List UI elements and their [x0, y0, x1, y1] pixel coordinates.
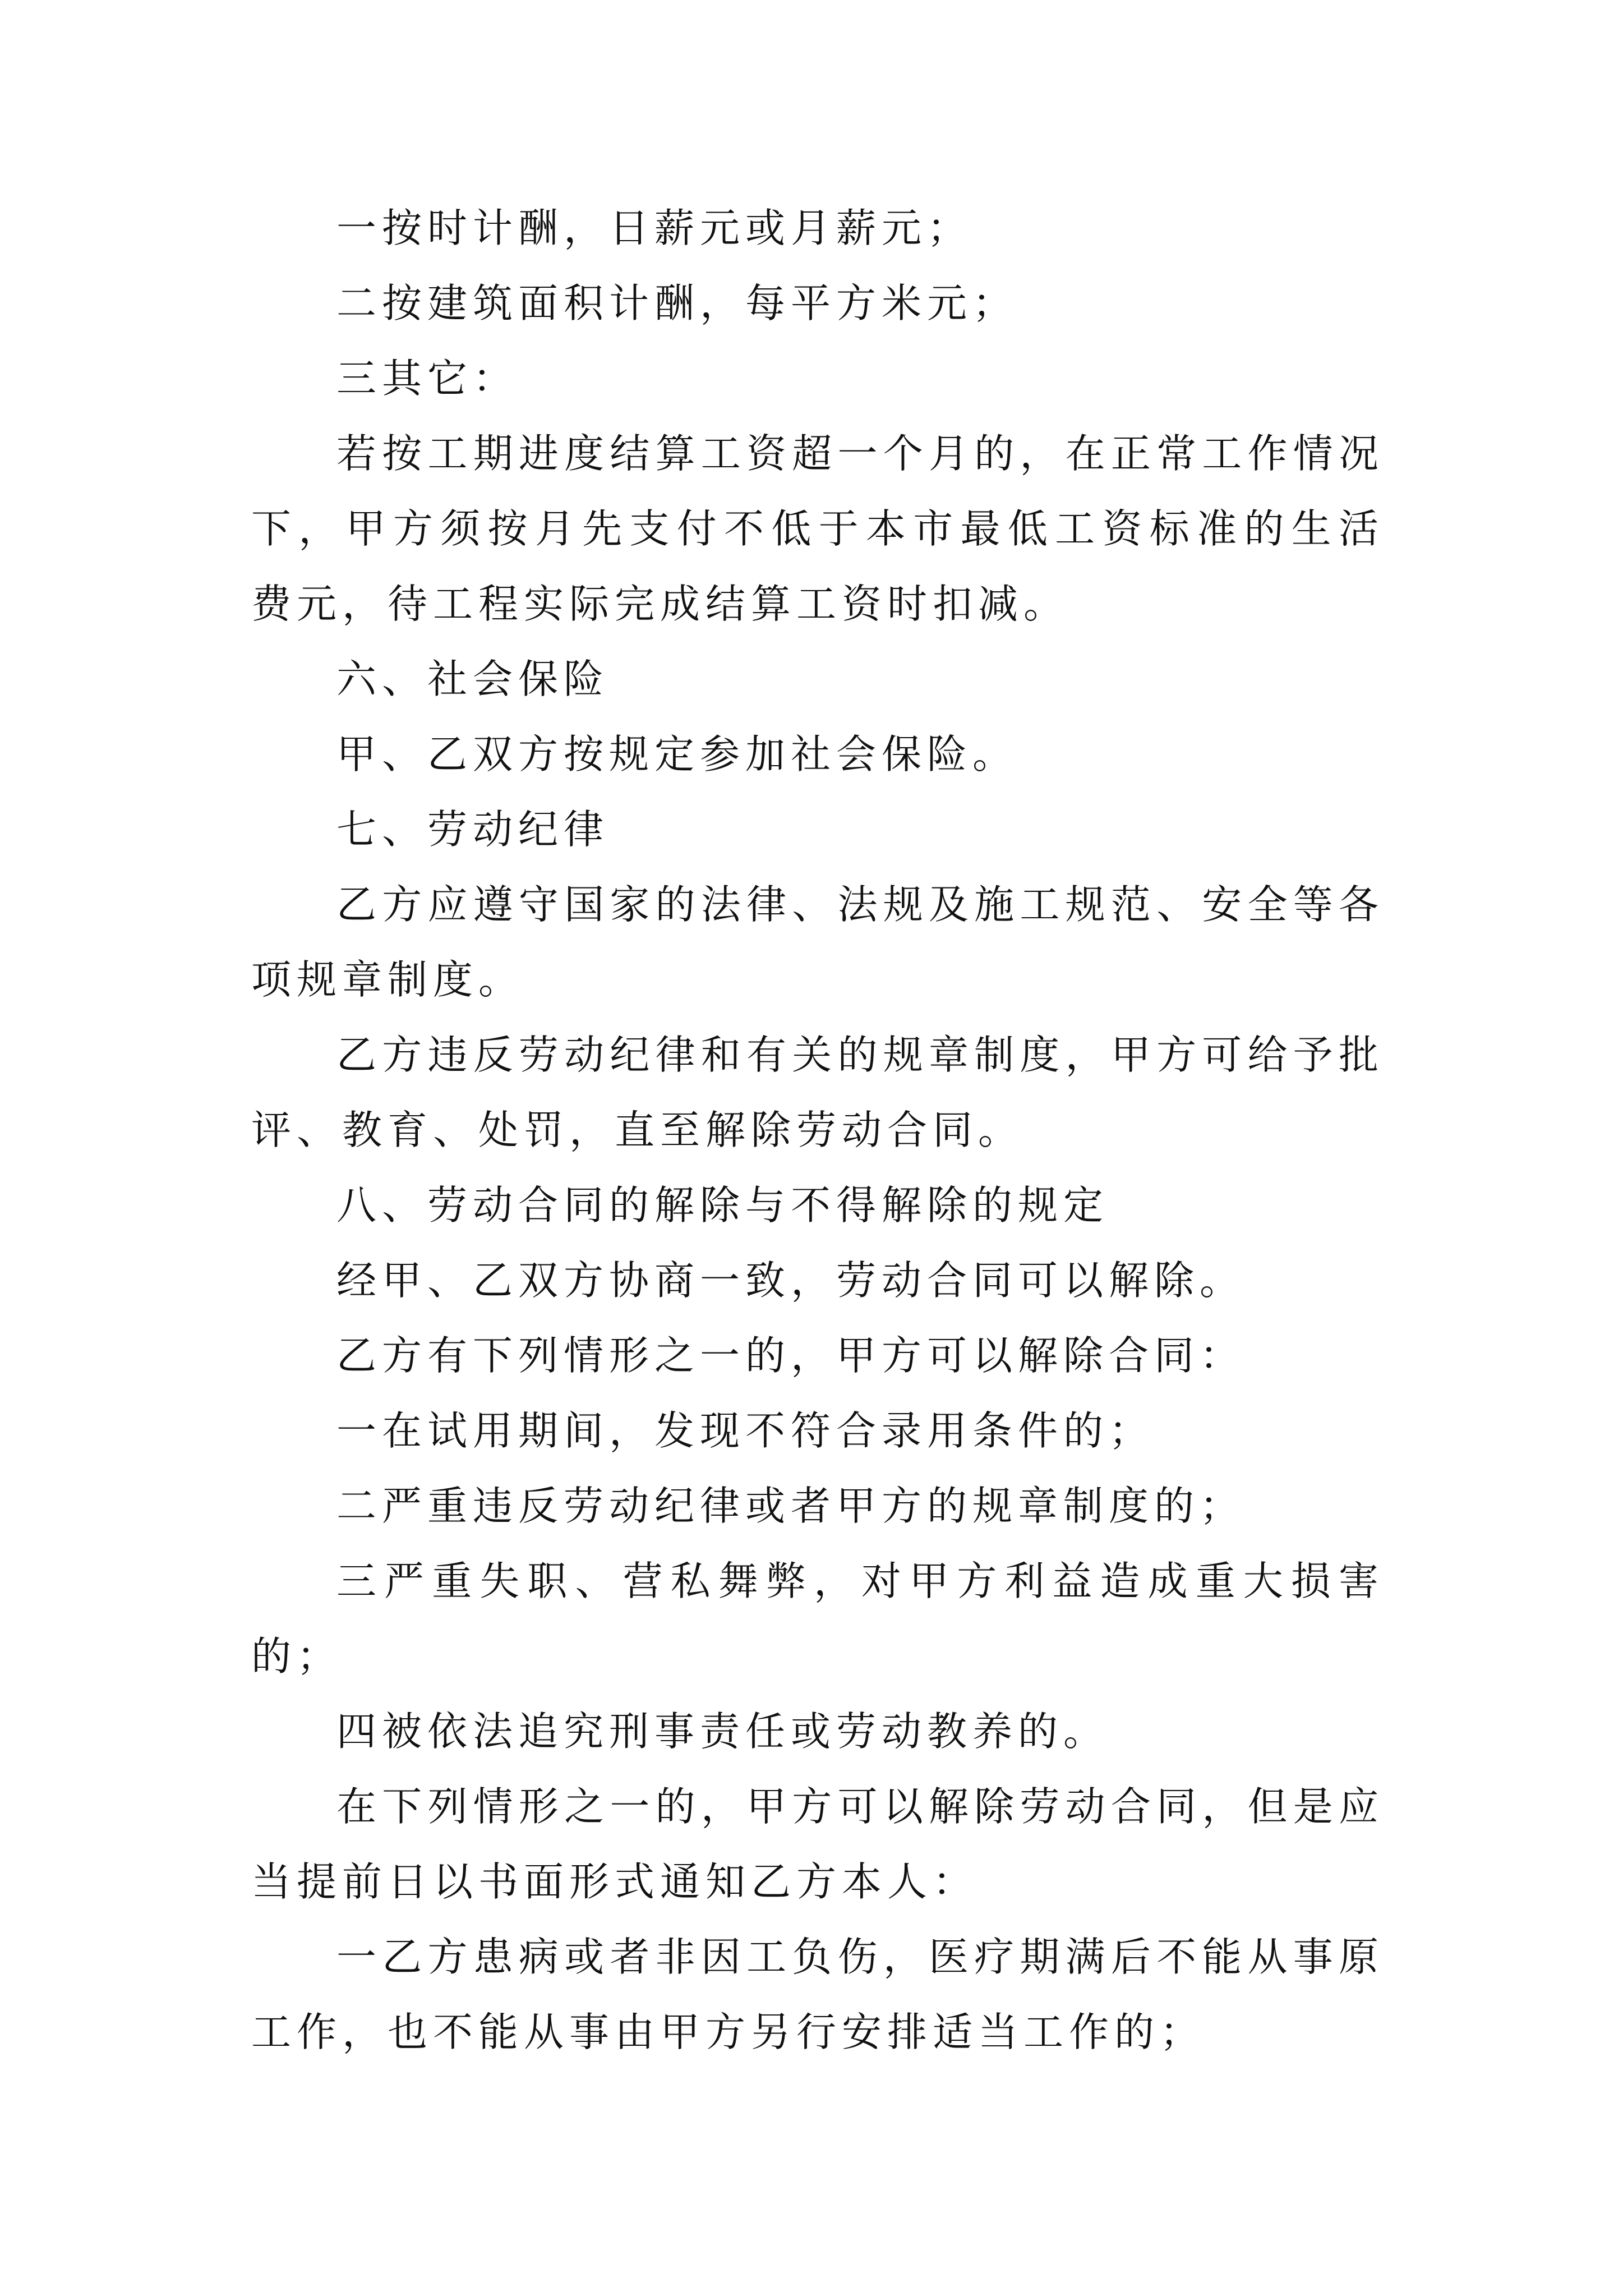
paragraph-progress-settlement: 若按工期进度结算工资超一个月的，在正常工作情况下，甲方须按月先支付不低于本市最低工资标准的生活费元，待工程实际完成结算工资时扣减。 — [251, 430, 1384, 627]
paragraph-other: 三其它： — [336, 355, 519, 402]
document-body — [251, 191, 1384, 2070]
heading-labor-discipline: 七、劳动纪律 — [336, 806, 610, 853]
paragraph-notice-termination: 在下列情形之一的，甲方可以解除劳动合同，但是应当提前日以书面形式通知乙方本人： — [251, 1783, 1384, 1905]
paragraph-social-insurance: 甲、乙双方按规定参加社会保险。 — [336, 731, 1018, 777]
paragraph-observe-rules: 乙方应遵守国家的法律、法规及施工规范、安全等各项规章制度。 — [251, 881, 1384, 1003]
paragraph-pay-by-time: 一按时计酬，日薪元或月薪元； — [336, 205, 973, 251]
heading-social-insurance: 六、社会保险 — [336, 656, 610, 702]
paragraph-pay-by-area: 二按建筑面积计酬，每平方米元； — [336, 280, 1018, 326]
heading-contract-termination: 八、劳动合同的解除与不得解除的规定 — [336, 1182, 1109, 1228]
paragraph-termination-conditions: 乙方有下列情形之一的，甲方可以解除合同： — [336, 1332, 1246, 1379]
paragraph-violation-consequences: 乙方违反劳动纪律和有关的规章制度，甲方可给予批评、教育、处罚，直至解除劳动合同。 — [251, 1032, 1384, 1153]
list-item-serious-negligence: 三严重失职、营私舞弊，对甲方利益造成重大损害的； — [251, 1558, 1384, 1680]
list-item-illness-injury: 一乙方患病或者非因工负伤，医疗期满后不能从事原工作，也不能从事由甲方另行安排适当工作的； — [251, 1934, 1384, 2055]
list-item-probation: 一在试用期间，发现不符合录用条件的； — [336, 1407, 1155, 1454]
paragraph-mutual-termination: 经甲、乙双方协商一致，劳动合同可以解除。 — [336, 1257, 1246, 1304]
list-item-serious-violation: 二严重违反劳动纪律或者甲方的规章制度的； — [336, 1483, 1246, 1529]
list-item-criminal-liability: 四被依法追究刑事责任或劳动教养的。 — [336, 1708, 1109, 1755]
